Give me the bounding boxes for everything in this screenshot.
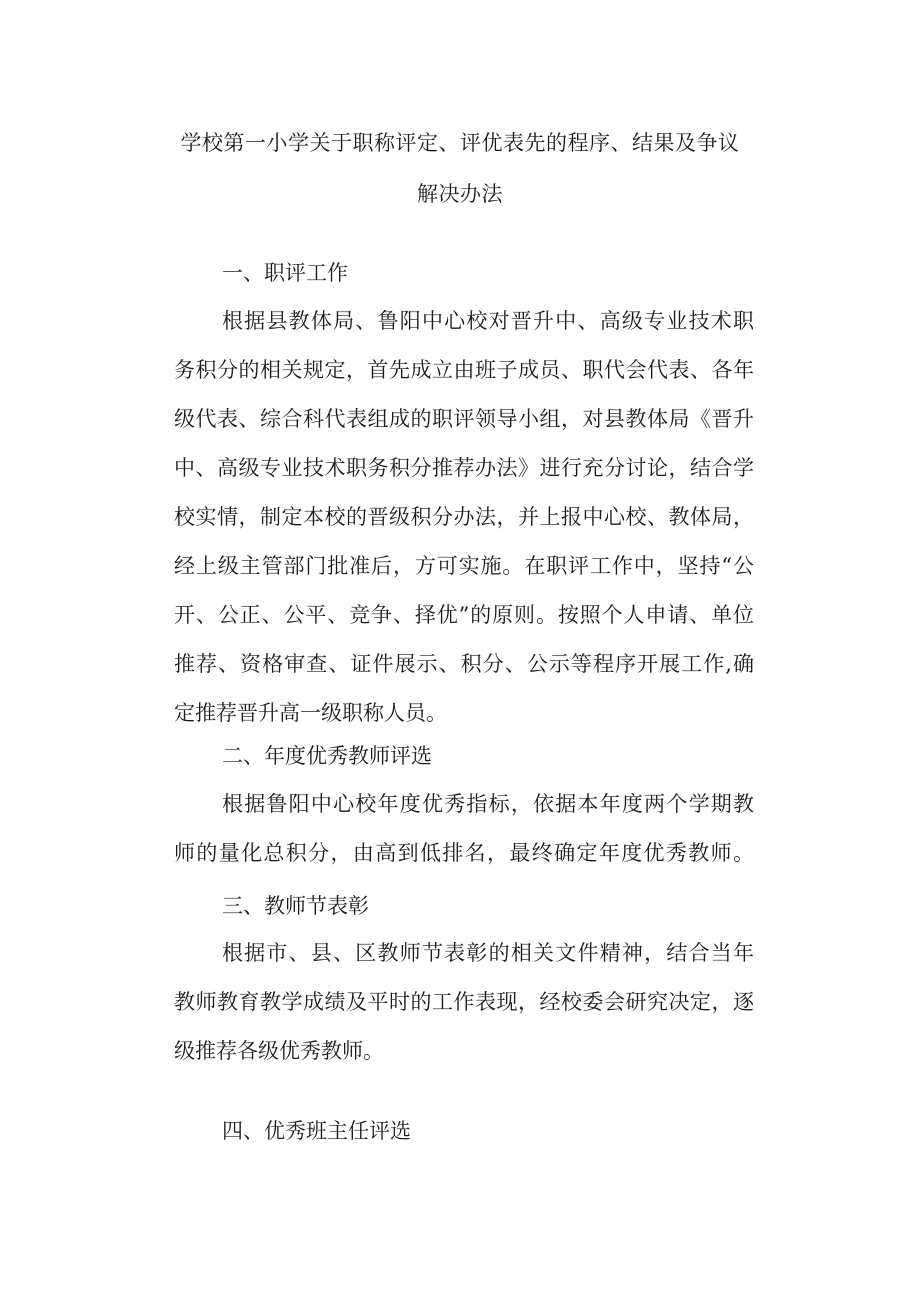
paragraph-line: 根据鲁阳中心校年度优秀指标，依据本年度两个学期教	[222, 792, 754, 816]
paragraph-line: 校实情，制定本校的晋级积分办法，并上报中心校、教体局，	[174, 505, 754, 529]
paragraph-line: 教师教育教学成绩及平时的工作表现，经校委会研究决定，逐	[174, 990, 754, 1014]
paragraph-line: 师的量化总积分，由高到低排名，最终确定年度优秀教师。	[174, 841, 754, 865]
paragraph-line: 中、高级专业技术职务积分推荐办法》进行充分讨论，结合学	[174, 456, 754, 480]
section-paragraph-2	[174, 780, 754, 878]
paragraph-line: 级推荐各级优秀教师。	[174, 1039, 384, 1063]
section-paragraph-1	[174, 297, 754, 738]
paragraph-line: 推荐、资格审查、证件展示、积分、公示等程序开展工作,确	[174, 652, 754, 676]
document-title-line-2: 解决办法	[417, 182, 503, 206]
section-heading-3: 三、教师节表彰	[222, 894, 369, 918]
paragraph-line: 务积分的相关规定，首先成立由班子成员、职代会代表、各年	[174, 358, 754, 382]
section-heading-1: 一、职评工作	[222, 261, 348, 285]
paragraph-line: 经上级主管部门批准后，方可实施。在职评工作中，坚持“公	[174, 554, 754, 578]
paragraph-line: 定推荐晋升高一级职称人员。	[174, 701, 447, 725]
section-heading-2: 二、年度优秀教师评选	[222, 744, 432, 768]
document-title-line-1: 学校第一小学关于职称评定、评优表先的程序、结果及争议	[180, 131, 740, 155]
paragraph-line: 根据县教体局、鲁阳中心校对晋升中、高级专业技术职	[222, 309, 754, 333]
paragraph-line: 开、公正、公平、竞争、择优”的原则。按照个人申请、单位	[174, 603, 754, 627]
paragraph-line: 根据市、县、区教师节表彰的相关文件精神，结合当年	[222, 941, 754, 965]
section-paragraph-3	[174, 929, 754, 1076]
section-heading-4: 四、优秀班主任评选	[222, 1119, 411, 1143]
paragraph-line: 级代表、综合科代表组成的职评领导小组，对县教体局《晋升	[174, 407, 754, 431]
